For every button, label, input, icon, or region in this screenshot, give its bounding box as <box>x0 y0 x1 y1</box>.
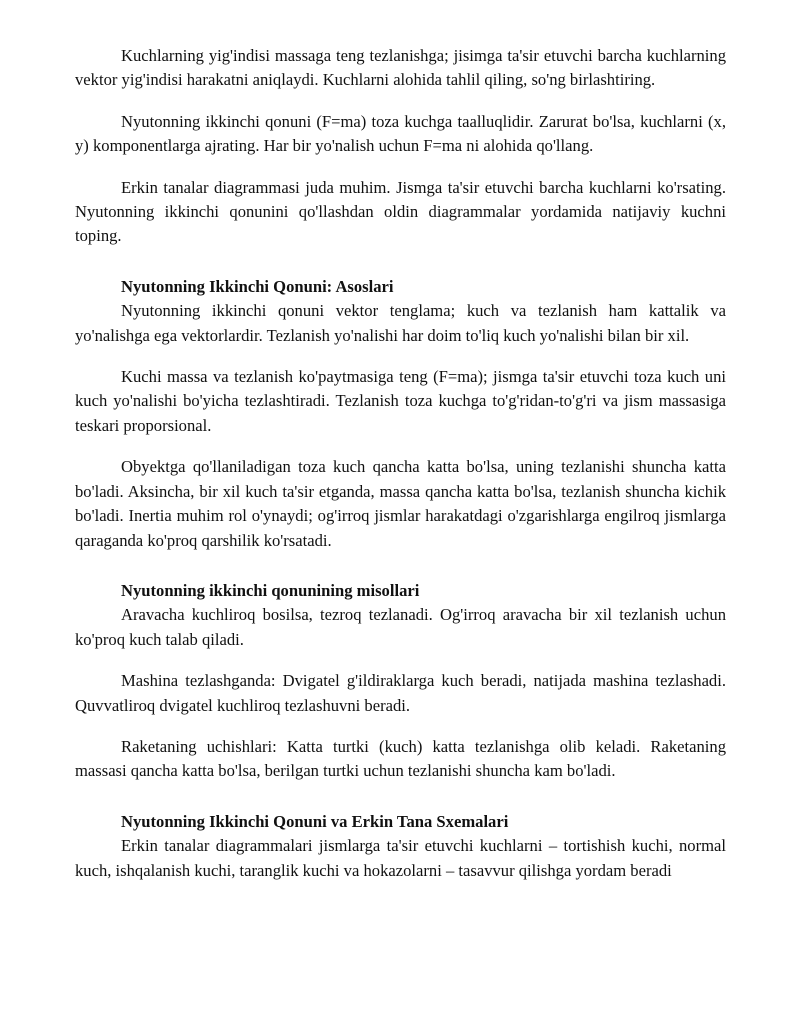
intro-paragraph-1: Kuchlarning yig'indisi massaga teng tezlanishga; jisimga ta'sir etuvchi barcha kuchlarning vektor yig'indisi harakatni aniqlaydi. Kuchlarni alohida tahlil qiling, so'ng birlashtiring. <box>75 46 726 90</box>
examples-paragraph-1: Aravacha kuchliroq bosilsa, tezroq tezlanadi. Og'irroq aravacha bir xil tezlanish uchun ko'proq kuch talab qiladi. <box>75 605 726 649</box>
basics-paragraph-1: Nyutonning ikkinchi qonuni vektor tenglama; kuch va tezlanish ham kattalik va yo'nalishga ega vektorlardir. Tezlanish yo'nalishi har doim to'liq kuch yo'nalishi bilan bir xil. <box>75 301 726 345</box>
basics-paragraph-2: Kuchi massa va tezlanish ko'paytmasiga teng (F=ma); jismga ta'sir etuvchi toza kuch uni kuch yo'nalishi bo'yicha tezlashtiradi. Tezlanish toza kuchga to'g'ridan-to'g'ri va jism massasiga teskari proporsional. <box>75 367 726 435</box>
examples-paragraph-2: Mashina tezlashganda: Dvigatel g'ildiraklarga kuch beradi, natijada mashina tezlashadi. Quvvatliroq dvigatel kuchliroq tezlashuvni beradi. <box>75 671 726 715</box>
section-heading-free-body: Nyutonning Ikkinchi Qonuni va Erkin Tana Sxemalari <box>121 811 509 831</box>
free-body-paragraph-1: Erkin tanalar diagrammalari jismlarga ta'sir etuvchi kuchlarni – tortishish kuchi, normal kuch, ishqalanish kuchi, taranglik kuchi va hokazolarni – tasavvur qilishga yordam beradi <box>75 836 726 880</box>
intro-paragraph-2: Nyutonning ikkinchi qonuni (F=ma) toza kuchga taalluqlidir. Zarurat bo'lsa, kuchlarni (x, y) komponentlarga ajrating. Har bir yo'nalish uchun F=ma ni alohida qo'llang. <box>75 111 726 156</box>
basics-paragraph-3: Obyektga qo'llaniladigan toza kuch qancha katta bo'lsa, uning tezlanishi shuncha katta bo'ladi. Aksincha, bir xil kuch ta'sir etganda, massa qancha katta bo'lsa, tezlanish shuncha kichik bo'ladi. Inertia muhim rol o'ynaydi; og'irroq jismlar harakatdagi o'zgarishlarga engilroq jismlarga qaraganda ko'proq qarshilik ko'rsatadi. <box>75 457 726 550</box>
intro-paragraph-3: Erkin tanalar diagrammasi juda muhim. Jismga ta'sir etuvchi barcha kuchlarni ko'rsating. Nyutonning ikkinchi qonunini qo'llashdan oldin diagrammalar yordamida natijaviy kuchni toping. <box>75 177 726 246</box>
examples-paragraph-3: Raketaning uchishlari: Katta turtki (kuch) katta tezlanishga olib keladi. Raketaning massasi qancha katta bo'lsa, berilgan turtki uchun tezlanishi shuncha kam bo'ladi. <box>75 736 726 781</box>
document-page <box>75 44 726 900</box>
section-heading-examples: Nyutonning ikkinchi qonunining misollari <box>121 580 420 600</box>
section-heading-basics: Nyutonning Ikkinchi Qonuni: Asoslari <box>121 276 394 296</box>
